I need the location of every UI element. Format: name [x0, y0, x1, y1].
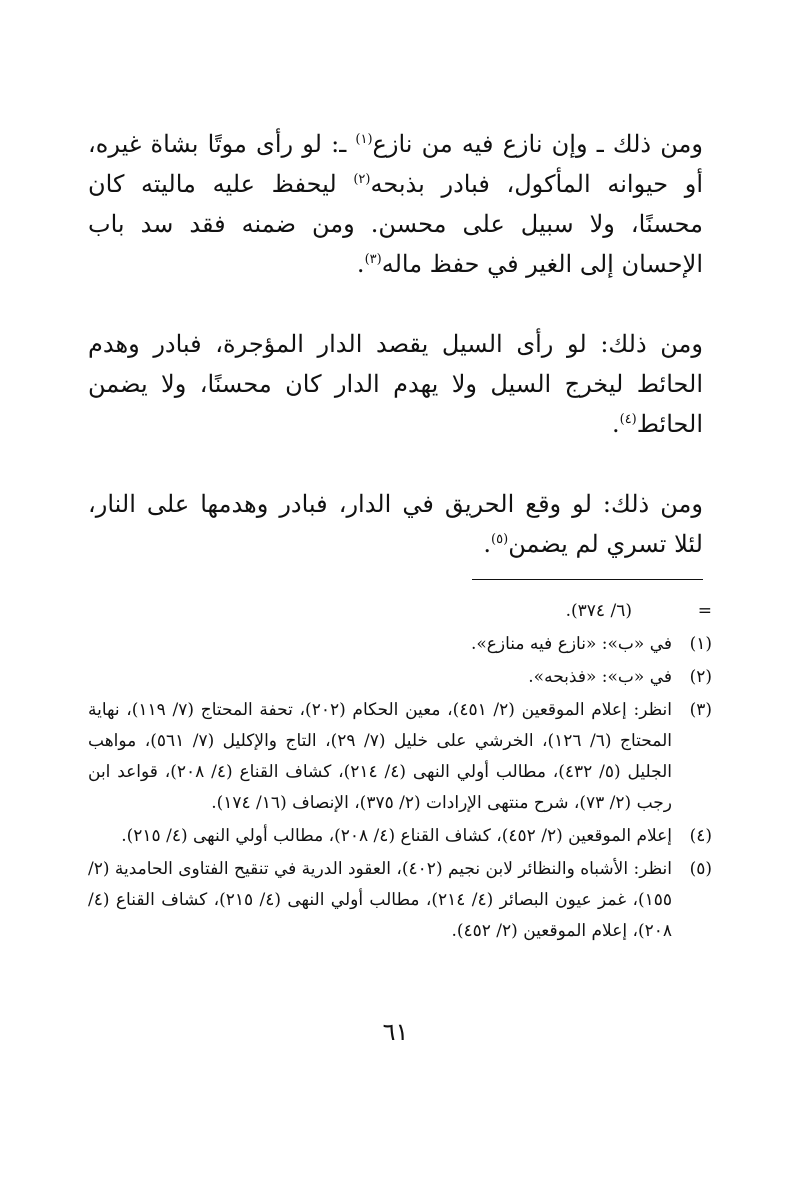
footnote-1 [88, 629, 712, 660]
footnote-5 [88, 854, 712, 947]
footnote-text: انظر: إعلام الموقعين (٢/ ٤٥١)، معين الحكام (٢٠٢)، تحفة المحتاج (٧/ ١١٩)، نهاية المحتاج (٦/ ١٢٦)، الخرشي على خليل (٧/ ٢٩)، التاج والإكليل (٧/ ٥٦١)، مواهب الجليل (٥/ ٤٣٢)، مطالب أولي النهى (٤/ ٢١٤)، كشاف القناع (٤/ ٢٠٨)، قواعد ابن رجب (٢/ ٧٣)، شرح منتهى الإرادات (٢/ ٣٧٥)، الإنصاف (١٦/ ١٧٤). [88, 700, 672, 813]
footnote-continuation-spacer [632, 596, 672, 627]
footnote-number: (٥) [689, 859, 712, 879]
paragraph-1 [88, 124, 703, 284]
footnote-ref-3[interactable]: (٣) [364, 252, 382, 267]
footnote-text: في «ب»: «نازع فيه منازع». [470, 634, 672, 654]
footnote-ref-4[interactable]: (٤) [619, 412, 637, 427]
paragraph-1-end: . [356, 250, 365, 278]
footnote-text: إعلام الموقعين (٢/ ٤٥٢)، كشاف القناع (٤/ ٢٠٨)، مطالب أولي النهى (٤/ ٢١٥). [121, 826, 672, 846]
page-number: ٦١ [382, 1018, 409, 1046]
paragraph-2-end: . [611, 410, 620, 438]
paragraph-2-text: ومن ذلك: لو رأى السيل يقصد الدار المؤجرة، فبادر وهدم الحائط ليخرج السيل ولا يهدم الدار كان محسنًا، ولا يضمن الحائط [88, 330, 703, 438]
footnote-continuation [88, 596, 672, 627]
footnote-continuation-text: (٦/ ٣٧٤). [565, 601, 632, 621]
footnote-3 [88, 695, 712, 819]
paragraph-2 [88, 324, 703, 444]
paragraph-3-end: . [483, 530, 492, 558]
footnote-text: في «ب»: «فذبحه». [528, 667, 672, 687]
footnote-2 [88, 662, 712, 693]
footnote-continuation-mark: = [697, 601, 712, 621]
paragraph-3 [88, 484, 703, 564]
footnote-ref-5[interactable]: (٥) [491, 532, 509, 547]
footnote-number: (٤) [689, 826, 712, 846]
footnote-4 [88, 821, 712, 852]
footnote-ref-1[interactable]: (١) [355, 132, 373, 147]
footnote-number: (٢) [689, 667, 712, 687]
footnote-text: انظر: الأشباه والنظائر لابن نجيم (٤٠٢)، العقود الدرية في تنقيح الفتاوى الحامدية (٢/ ١٥٥)، غمز عيون البصائر (٤/ ٢١٤)، مطالب أولي النهى (٤/ ٢١٥)، كشاف القناع (٤/ ٢٠٨)، إعلام الموقعين (٢/ ٤٥٢). [88, 859, 672, 941]
paragraph-1-text-a: ومن ذلك ـ وإن نازع فيه من نازع [372, 130, 703, 158]
main-text [88, 124, 703, 604]
footnote-number: (٣) [689, 700, 712, 720]
footnote-number: (١) [689, 634, 712, 654]
paragraph-3-text: ومن ذلك: لو وقع الحريق في الدار، فبادر وهدمها على النار، لئلا تسري لم يضمن [88, 490, 703, 558]
paragraph-1-text-c: ليحفظ عليه ماليته كان محسنًا، ولا سبيل على محسن. ومن ضمنه فقد سد باب الإحسان إلى الغير في حفظ ماله [88, 170, 703, 278]
footnote-ref-2[interactable]: (٢) [353, 172, 371, 187]
paragraph-1-text-b: ـ: لو رأى موتًا بشاة غيره، أو حيوانه المأكول، فبادر بذبحه [88, 130, 703, 198]
footnote-separator [472, 579, 703, 580]
footnotes [88, 596, 712, 949]
